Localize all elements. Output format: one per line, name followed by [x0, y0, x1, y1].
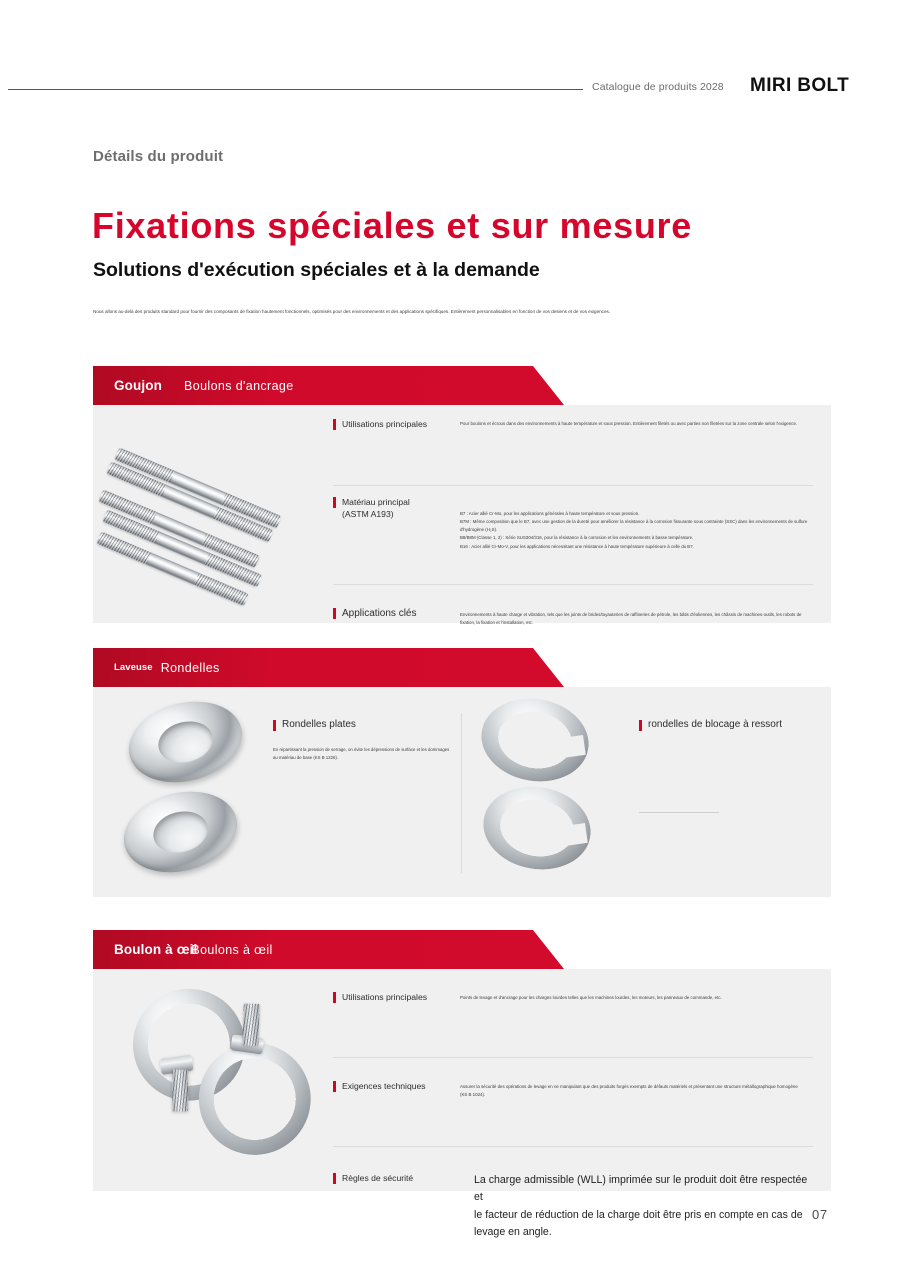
section-tab-name: Laveuse	[114, 662, 153, 673]
eyebolt-spec-rows	[333, 969, 813, 1239]
section-tab-name: Boulon à œil	[114, 942, 198, 957]
table-row	[333, 969, 813, 1058]
table-row	[333, 1058, 813, 1147]
row-text: B7 : Acier allié Cr-Mo, pour les applications générales à haute température et sous pression. B7M : Même composition que le B7, avec une gestion de la dureté pour améliorer la résistance à la corrosion fissurante sous contrainte (SSC) dans les environnements de sulfure d'hydrogène (H₂S). B8/B8M (Classe 1, 2) : Série SUS304/316, pour la résistance à la corrosion et les environnements à basse température. B16 : Acier allié Cr-Mo-V, pour les applications nécessitant une résistance à haute température supérieure à celle du B7.	[460, 511, 808, 549]
section-body-washers	[93, 687, 831, 897]
spring-washers-column	[461, 687, 831, 897]
table-row	[333, 486, 813, 585]
section-tab-eyebolt	[93, 930, 533, 969]
table-row	[333, 405, 813, 486]
row-label	[333, 496, 454, 521]
flat-washers-text	[273, 719, 453, 762]
section-washers	[93, 648, 831, 897]
section-stud	[93, 366, 831, 626]
section-tab-washers	[93, 648, 533, 687]
row-text: Pour boulons et écrous dans des environnements à haute température et sous pression. Entièrement filetés ou avec parties non filetées sur la zone centrale selon l'exigence.	[460, 421, 798, 426]
row-label: Exigences techniques	[333, 1080, 454, 1092]
page-header	[0, 75, 905, 108]
page-kicker: Détails du produit	[93, 148, 224, 165]
row-label: rondelles de blocage à ressort	[639, 719, 782, 730]
page-title: Fixations spéciales et sur mesure	[92, 205, 693, 247]
section-body-stud	[93, 405, 831, 626]
row-label: Utilisations principales	[333, 991, 454, 1003]
section-tab-subtitle: Rondelles	[160, 660, 220, 675]
row-label: Règles de sécurité	[333, 1172, 454, 1184]
row-text: Points de levage et d'ancrage pour les charges lourdes telles que les machines lourdes, les moteurs, les panneaux de commande, etc.	[460, 995, 722, 1000]
row-text: En répartissant la pression de serrage, on évite les dépressions de surface et les dommages au matériau de base (KS B 1326).	[273, 747, 450, 761]
row-label: Applications clés	[333, 607, 454, 622]
flat-washers-column	[93, 687, 461, 897]
intro-paragraph: Nous allons au-delà des produits standard pour fournir des composants de fixation hautement fonctionnels, optimisés pour des environnements et des applications spécifiques. Entièrement personnalisables en fonction de vos desiens et de vos exigences.	[93, 308, 611, 314]
stud-spec-rows	[333, 405, 813, 626]
text-underline	[639, 812, 719, 813]
row-text: Environnements à haute charge et vibration, tels que les joints de brides/tuyauteries de raffineries de pétrole, les bâtis d'éoliennes, les châssis de machines-outils, les robots de fixation, la fixation et l'installation, etc.	[460, 612, 802, 626]
row-label-line1: Matériau principal	[342, 497, 410, 507]
stud-bolts-photo	[93, 405, 328, 623]
row-text: Assurer la sécurité des opérations de levage en ne manipulant que des produits forgés exempts de défauts matériels et présentant une structure métallographique homogène (KS B 1024).	[460, 1084, 798, 1098]
page-number: 07	[812, 1207, 828, 1222]
table-row	[333, 1147, 813, 1250]
row-text: La charge admissible (WLL) imprimée sur le produit doit être respectée et le facteur de réduction de la charge doit être pris en compte en cas de levage en angle.	[474, 1174, 808, 1239]
section-tab-subtitle: Boulons d'ancrage	[184, 378, 294, 393]
header-divider-line	[8, 89, 583, 90]
row-label: Utilisations principales	[333, 418, 454, 430]
brand-logo: MIRI BOLT	[750, 75, 850, 96]
section-tab-name: Goujon	[114, 378, 163, 393]
catalogue-label: Catalogue de produits 2028	[592, 81, 724, 93]
spring-washers-text	[639, 719, 782, 730]
section-tab-subtitle: Boulons à œil	[191, 942, 273, 957]
row-label: Rondelles plates	[273, 719, 453, 730]
section-tab-stud	[93, 366, 533, 405]
eye-bolts-photo	[93, 969, 328, 1191]
page-subtitle: Solutions d'exécution spéciales et à la demande	[93, 259, 540, 282]
row-label-line2: (ASTM A193)	[342, 509, 394, 520]
